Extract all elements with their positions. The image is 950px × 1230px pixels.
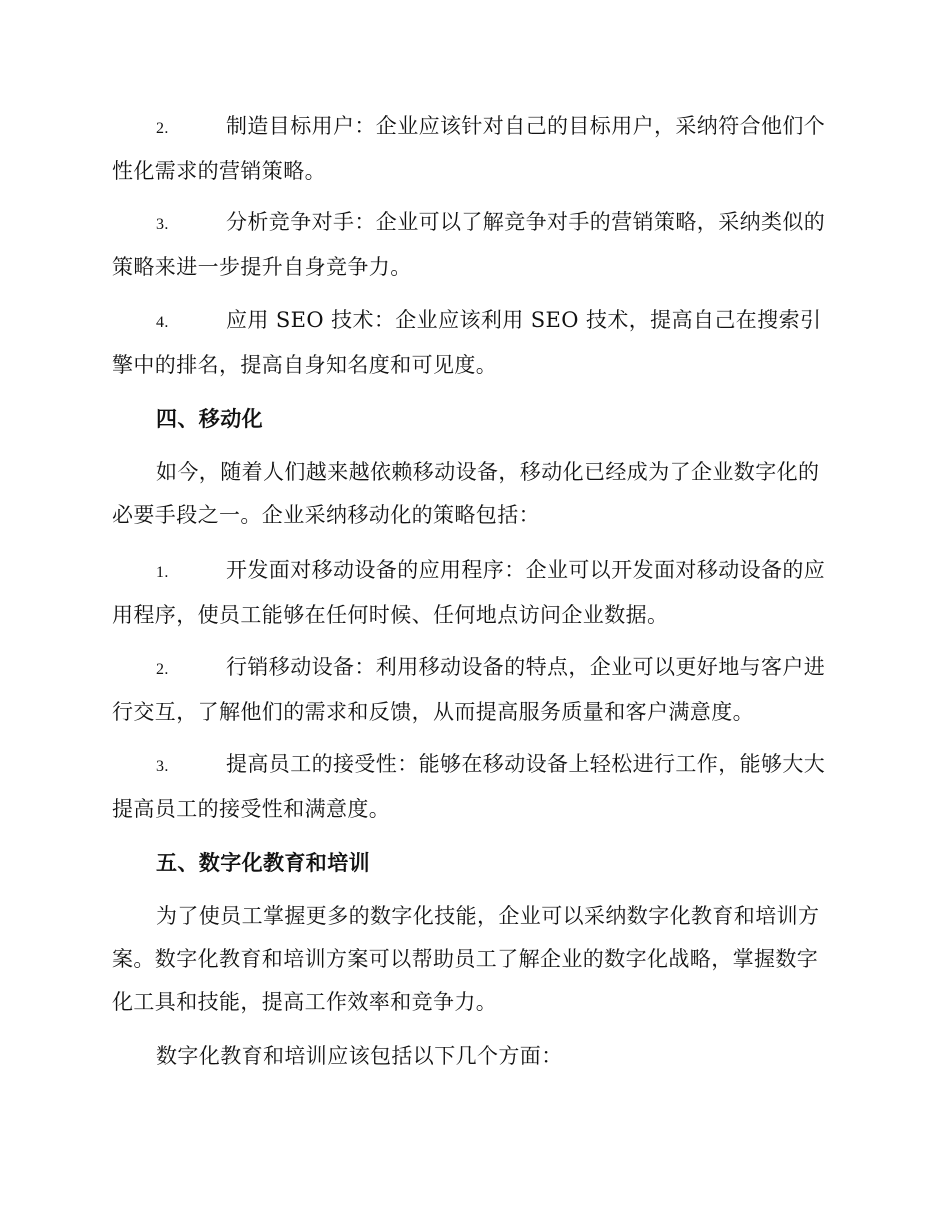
list-number: 1. — [156, 564, 169, 581]
section-heading: 五、数字化教育和培训 — [156, 850, 370, 875]
paragraph: 数字化教育和培训应该包括以下几个方面： — [156, 1044, 563, 1068]
list-number: 2. — [156, 661, 169, 678]
list-text: 分析竞争对手：企业可以了解竞争对手的营销策略，采纳类似的策略来进一步提升自身竞争力。 — [112, 210, 826, 279]
list-text: 开发面对移动设备的应用程序：企业可以开发面对移动设备的应用程序，使员工能够在任何时候、任何地点访问企业数据。 — [112, 558, 826, 627]
list-item — [112, 549, 834, 637]
list-number: 4. — [156, 314, 169, 331]
list-number: 3. — [156, 758, 169, 775]
list-text: 提高员工的接受性：能够在移动设备上轻松进行工作，能够大大提高员工的接受性和满意度。 — [112, 752, 826, 821]
list-text: 制造目标用户：企业应该针对自己的目标用户，采纳符合他们个性化需求的营销策略。 — [112, 114, 826, 183]
list-item — [112, 105, 834, 193]
section-heading: 四、移动化 — [156, 406, 263, 431]
list-text: 行销移动设备：利用移动设备的特点，企业可以更好地与客户进行交互，了解他们的需求和反馈，从而提高服务质量和客户满意度。 — [112, 655, 826, 724]
list-number: 3. — [156, 216, 169, 233]
paragraph: 如今，随着人们越来越依赖移动设备，移动化已经成为了企业数字化的必要手段之一。企业采纳移动化的策略包括： — [112, 460, 820, 527]
list-item — [112, 646, 834, 734]
list-item — [112, 201, 834, 289]
list-item — [112, 299, 834, 387]
list-number: 2. — [156, 120, 169, 137]
list-text: 应用 SEO 技术：企业应该利用 SEO 技术，提高自己在搜索引擎中的排名，提高自身知名度和可见度。 — [112, 308, 822, 377]
list-item — [112, 743, 834, 831]
paragraph: 为了使员工掌握更多的数字化技能，企业可以采纳数字化教育和培训方案。数字化教育和培训方案可以帮助员工了解企业的数字化战略，掌握数字化工具和技能，提高工作效率和竞争力。 — [112, 904, 820, 1014]
